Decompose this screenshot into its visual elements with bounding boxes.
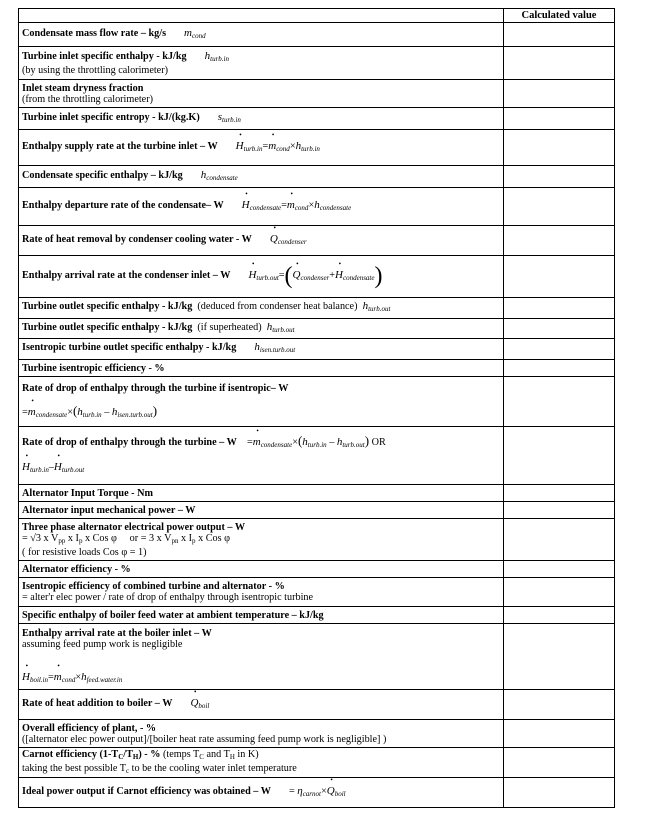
row-three-phase-power [19, 519, 615, 561]
value-cell-alternator-torque[interactable] [504, 485, 615, 502]
row-heat-removal-rate [19, 226, 615, 256]
value-cell-overall-efficiency[interactable] [504, 720, 615, 748]
row-enthalpy-supply-rate [19, 130, 615, 166]
value-cell-isentropic-efficiency[interactable] [504, 360, 615, 377]
row-condenser-inlet-arrival [19, 256, 615, 298]
row-feed-water-enthalpy [19, 607, 615, 624]
label-cell: Enthalpy supply rate at the turbine inlet – W• Hturb.in=• mcond×hturb.in [19, 130, 504, 166]
row-boiler-inlet-arrival [19, 624, 615, 690]
value-cell-turbine-inlet-enthalpy[interactable] [504, 47, 615, 80]
row-turbine-outlet-superheated [19, 319, 615, 339]
label-cell: Enthalpy arrival rate at the condenser inlet – W• Hturb.out=(• Qcondenser+• Hcondensate) [19, 256, 504, 298]
row-condensate-enthalpy [19, 166, 615, 188]
value-cell-enthalpy-drop-rate[interactable] [504, 427, 615, 485]
value-cell-carnot-efficiency[interactable] [504, 748, 615, 778]
row-isentropic-drop-rate [19, 377, 615, 427]
label-cell: Condensate specific enthalpy – kJ/kg hcondensate [19, 166, 504, 188]
label-cell: Specific enthalpy of boiler feed water at ambient temperature – kJ/kg [19, 607, 504, 624]
label-cell: Isentropic turbine outlet specific enthalpy - kJ/kg hisen.turb.out [19, 339, 504, 360]
row-ideal-power-output [19, 778, 615, 808]
row-condensate-mass-flow [19, 23, 615, 47]
row-inlet-steam-dryness [19, 80, 615, 108]
label-cell: Rate of heat removal by condenser cooling water - W• Qcondenser [19, 226, 504, 256]
label-cell: Rate of heat addition to boiler – W• Qboil [19, 690, 504, 720]
label-cell: Turbine outlet specific enthalpy - kJ/kg (deduced from condenser heat balance) hturb.out [19, 298, 504, 319]
value-cell-condensate-enthalpy[interactable] [504, 166, 615, 188]
value-cell-isentropic-outlet-enthalpy[interactable] [504, 339, 615, 360]
value-cell-inlet-steam-dryness[interactable] [504, 80, 615, 108]
label-cell: Enthalpy departure rate of the condensate– W• Hcondensate=• mcond×hcondensate [19, 188, 504, 226]
value-cell-condensate-mass-flow[interactable] [504, 23, 615, 47]
value-cell-alternator-efficiency[interactable] [504, 561, 615, 578]
table-header-row [19, 9, 615, 23]
row-turbine-inlet-entropy [19, 108, 615, 130]
label-cell: Turbine outlet specific enthalpy - kJ/kg (if superheated) hturb.out [19, 319, 504, 339]
label-cell: Overall efficiency of plant, - % ([alternator elec power output]/[boiler heat rate assuming feed pump work is negligible] ) [19, 720, 504, 748]
row-enthalpy-drop-rate [19, 427, 615, 485]
value-cell-combined-efficiency[interactable] [504, 578, 615, 607]
value-cell-alternator-mech-power[interactable] [504, 502, 615, 519]
value-cell-ideal-power-output[interactable] [504, 778, 615, 808]
value-cell-isentropic-drop-rate[interactable] [504, 377, 615, 427]
label-cell: Rate of drop of enthalpy through the turbine if isentropic– W =• mcondensate×(hturb.in – hisen.turb.out) [19, 377, 504, 427]
value-cell-heat-addition-rate[interactable] [504, 690, 615, 720]
label-cell: Turbine inlet specific enthalpy - kJ/kg hturb.in (by using the throttling calorimeter) [19, 47, 504, 80]
quantity-header-cell [19, 9, 504, 23]
label-cell: Alternator Input Torque - Nm [19, 485, 504, 502]
results-table [18, 8, 615, 808]
label-cell: Turbine inlet specific entropy - kJ/(kg.K) sturb.in [19, 108, 504, 130]
value-cell-feed-water-enthalpy[interactable] [504, 607, 615, 624]
row-enthalpy-departure-rate [19, 188, 615, 226]
value-cell-enthalpy-supply-rate[interactable] [504, 130, 615, 166]
label-cell: Isentropic efficiency of combined turbine and alternator - % = alter'r elec power / rate of drop of enthalpy through isentropic turbine [19, 578, 504, 607]
row-combined-efficiency [19, 578, 615, 607]
row-turbine-inlet-enthalpy [19, 47, 615, 80]
value-cell-turbine-outlet-enthalpy[interactable] [504, 298, 615, 319]
value-cell-turbine-outlet-superheated[interactable] [504, 319, 615, 339]
row-alternator-mech-power [19, 502, 615, 519]
value-cell-boiler-inlet-arrival[interactable] [504, 624, 615, 690]
label-cell: Ideal power output if Carnot efficiency was obtained – W = ηcarnot×• Qboil [19, 778, 504, 808]
label-cell: Carnot efficiency $(1-T_C/T_H)$ - % (temps $T_C$ and $T_H$ in K) taking the best possible $T_c$ to be the cooling water inlet temperature [19, 748, 504, 778]
label-cell: Alternator input mechanical power – W [19, 502, 504, 519]
row-isentropic-efficiency [19, 360, 615, 377]
value-cell-three-phase-power[interactable] [504, 519, 615, 561]
row-alternator-efficiency [19, 561, 615, 578]
row-alternator-torque [19, 485, 615, 502]
label-cell: Three phase alternator electrical power output – W = √3 x $V_{pp}$ x $I_p$ x Cos φ or = 3 x $V_{pn}$ x $I_p$ x Cos φ ( for resistive loads Cos φ = 1) [19, 519, 504, 561]
value-cell-heat-removal-rate[interactable] [504, 226, 615, 256]
results-sheet [18, 8, 615, 808]
label-cell: Enthalpy arrival rate at the boiler inlet – W assuming feed pump work is negligible • Hboil.in=• mcond×hfeed.water.in [19, 624, 504, 690]
label-cell: Rate of drop of enthalpy through the turbine – W =• mcondensate×(hturb.in – hturb.out) OR • Hturb.in–• Hturb.out [19, 427, 504, 485]
calculated-value-header: Calculated value [504, 9, 615, 23]
value-cell-turbine-inlet-entropy[interactable] [504, 108, 615, 130]
row-overall-efficiency [19, 720, 615, 748]
row-turbine-outlet-enthalpy [19, 298, 615, 319]
row-heat-addition-rate [19, 690, 615, 720]
label-cell: Alternator efficiency - % [19, 561, 504, 578]
value-cell-enthalpy-departure-rate[interactable] [504, 188, 615, 226]
label-cell: Turbine isentropic efficiency - % [19, 360, 504, 377]
label-cell: Condensate mass flow rate – kg/s• mcond [19, 23, 504, 47]
row-carnot-efficiency [19, 748, 615, 778]
value-cell-condenser-inlet-arrival[interactable] [504, 256, 615, 298]
row-isentropic-outlet-enthalpy [19, 339, 615, 360]
label-cell: Inlet steam dryness fraction (from the throttling calorimeter) [19, 80, 504, 108]
